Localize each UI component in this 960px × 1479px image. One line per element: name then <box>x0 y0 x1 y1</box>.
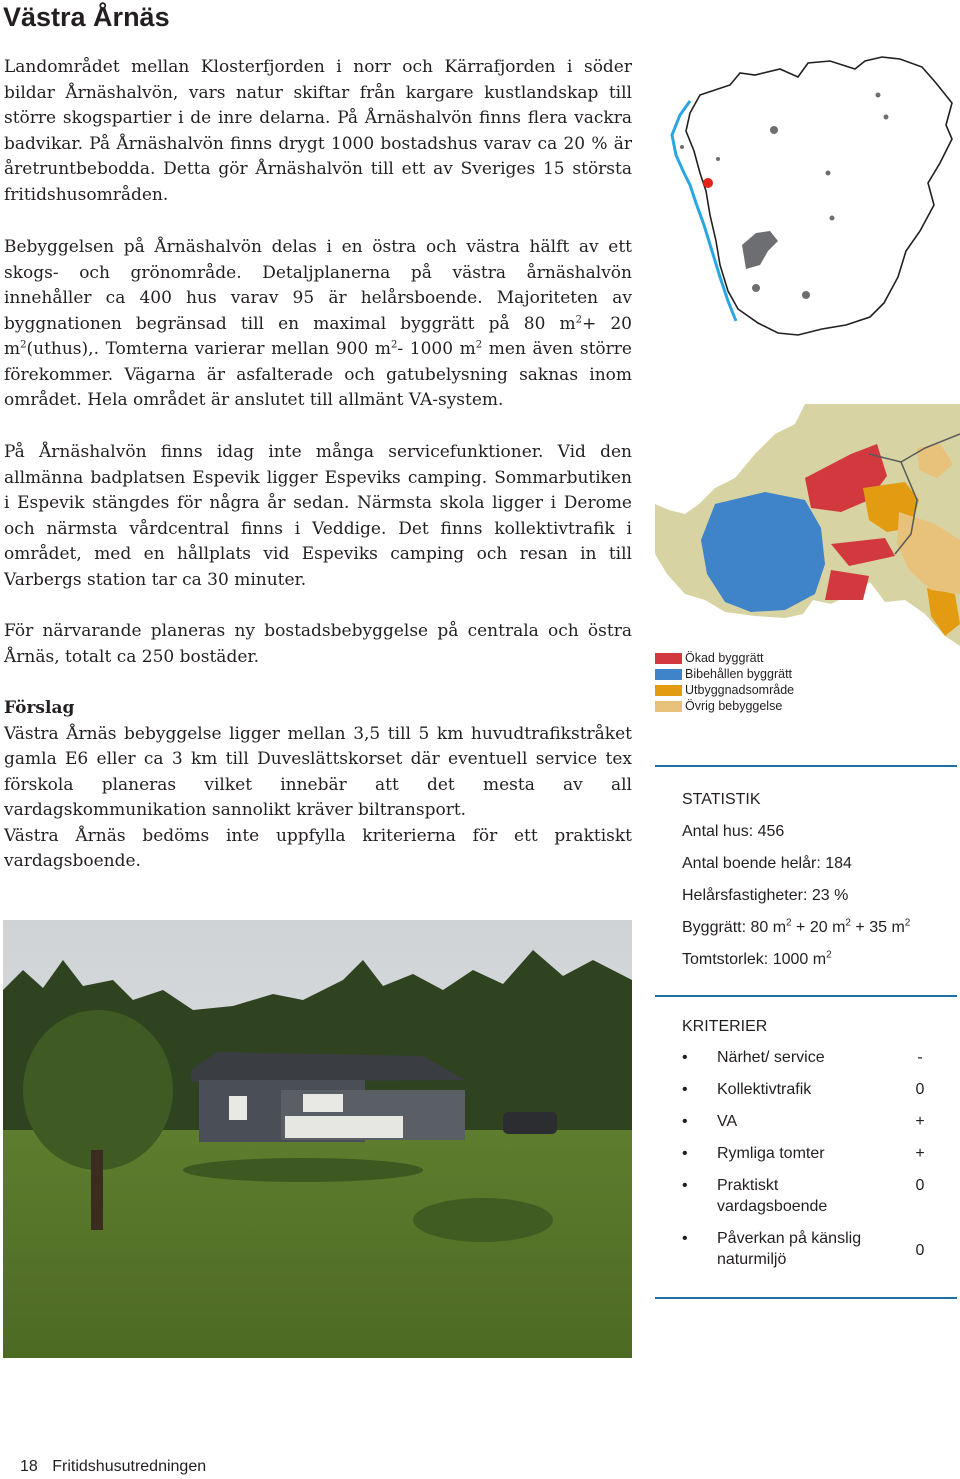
bullet-icon: • <box>682 1145 688 1162</box>
legend-item-utbyggnad <box>655 682 794 698</box>
planning-paragraph <box>4 619 632 670</box>
statistics-heading: STATISTIK <box>682 791 761 808</box>
paragraph-development: Bebyggelsen på Årnäshalvön delas i en östra och västra hälft av ett skogs- och grönområde. Detaljplanerna på västra årnäshalvön innehåller ca 400 hus varav 95 är helårsboende. Majoriteten av byggnationen begränsad till en maximal byggrätt på 80 $m^2+ 20$ $m^2(uthus)$,. Tomterna varierar mellan 900 $m^2-$ 1000 $m^2$ men även större förekommer. Vägarna är asfalterade och gatubelysning saknas inom området. Hela området är anslutet till allmänt VA-system. <box>4 237 632 410</box>
legend-swatch <box>655 685 682 696</box>
place-dot <box>876 93 881 98</box>
car <box>503 1112 557 1134</box>
tree-trunk <box>91 1150 103 1230</box>
criteria-item <box>682 1175 942 1217</box>
porch-railing <box>285 1116 403 1138</box>
bullet-icon: • <box>682 1177 688 1194</box>
stat-antal-hus: Antal hus: 456 <box>682 823 785 840</box>
page-title: Västra Årnäs <box>3 2 170 32</box>
place-dot <box>802 291 810 299</box>
location-marker <box>703 178 713 188</box>
stat-byggratt: Byggrätt: 80 $m^2 + 20$ $m^2 + 35$ $m^2$ <box>682 917 911 936</box>
proposal-heading: Förslag <box>4 698 75 718</box>
criteria-label: Praktiskt vardagsboende <box>717 1177 828 1215</box>
legend-item-ovrig <box>655 698 794 714</box>
legend-item-bibehallen <box>655 666 794 682</box>
place-dot <box>752 284 760 292</box>
window <box>229 1096 247 1120</box>
statistics-box <box>682 788 910 980</box>
shrub <box>413 1198 553 1242</box>
divider-line <box>655 1297 957 1299</box>
proposal-text <box>4 696 632 875</box>
place-dot <box>826 171 831 176</box>
criteria-box <box>682 1015 942 1281</box>
criteria-label: Kollektivtrafik <box>717 1081 812 1098</box>
legend-swatch <box>655 653 682 664</box>
criteria-value: 0 <box>915 1242 925 1259</box>
legend-label: Ökad byggrätt <box>685 651 764 665</box>
stat-helarsfastigheter: Helårsfastigheter: 23 % <box>682 887 849 904</box>
proposal-paragraph-a: Västra Årnäs bebyggelse ligger mellan 3,5 till 5 km huvudtrafikstråket gamla E6 eller ca 3 km till Duveslättskorset där eventuell service tex förskola planeras vilket innebär att det mesta av all vardagskommunikation sannolikt kräver biltransport. <box>4 723 632 820</box>
criteria-item <box>682 1228 942 1270</box>
legend-label: Övrig bebyggelse <box>685 699 783 713</box>
criteria-value: - <box>917 1049 923 1066</box>
place-dot <box>770 126 778 134</box>
criteria-item <box>682 1143 942 1164</box>
proposal-section <box>4 696 632 875</box>
legend-label: Bibehållen byggrätt <box>685 667 793 681</box>
paragraph-planning: För närvarande planeras ny bostadsbebyggelse på centrala och östra Årnäs, totalt ca 250 bostäder. <box>4 621 632 667</box>
bullet-icon: • <box>682 1230 688 1247</box>
criteria-item <box>682 1047 942 1068</box>
criteria-label: Påverkan på känslig naturmiljö <box>717 1230 862 1268</box>
bullet-icon: • <box>682 1081 688 1098</box>
house-photo <box>3 920 632 1358</box>
criteria-item <box>682 1079 942 1100</box>
development-paragraph <box>4 235 632 414</box>
bullet-icon: • <box>682 1049 688 1066</box>
divider-line <box>655 995 957 997</box>
legend-label: Utbyggnadsområde <box>685 683 795 697</box>
criteria-label: Närhet/ service <box>717 1049 825 1066</box>
criteria-value: + <box>915 1145 925 1162</box>
map-legend <box>655 650 794 714</box>
place-dot <box>716 157 720 161</box>
intro-paragraph <box>4 55 632 208</box>
place-dot <box>830 216 835 221</box>
divider-line <box>655 765 957 767</box>
legend-swatch <box>655 701 682 712</box>
criteria-value: 0 <box>915 1177 925 1194</box>
shrub <box>183 1158 423 1182</box>
place-dot <box>680 145 684 149</box>
criteria-value: 0 <box>915 1081 925 1098</box>
window <box>303 1094 343 1112</box>
page-footer <box>20 1458 216 1476</box>
criteria-heading: KRITERIER <box>682 1018 768 1035</box>
overview-map <box>660 55 960 355</box>
paragraph-landscape: Landområdet mellan Klosterfjorden i norr och Kärrafjorden i söder bildar Årnäshalvön, vars natur skiftar från kargare kustlandskap till större skogspartier i de inre delarna. På Årnäshalvön finns flera vackra badvikar. På Årnäshalvön finns drygt 1000 bostadshus varav ca 20 % är åretruntbebodda. Detta gör Årnäshalvön till ett av Sveriges 15 största fritidshusområden. <box>4 57 632 205</box>
proposal-paragraph-b: Västra Årnäs bedöms inte uppfylla kriterierna för ett praktiskt vardagsboende. <box>4 825 632 871</box>
criteria-value: + <box>915 1113 925 1130</box>
criteria-label: VA <box>717 1113 738 1130</box>
legend-item-okad <box>655 650 794 666</box>
publication-title: Fritidshusutredningen <box>52 1458 207 1475</box>
bullet-icon: • <box>682 1113 688 1130</box>
detail-map <box>655 404 960 646</box>
stat-tomtstorlek: Tomtstorlek: 1000 $m^2$ <box>682 949 832 968</box>
legend-swatch <box>655 669 682 680</box>
place-dot <box>884 115 889 120</box>
service-paragraph <box>4 440 632 593</box>
paragraph-service: På Årnäshalvön finns idag inte många servicefunktioner. Vid den allmänna badplatsen Espevik ligger Espeviks camping. Sommarbutiken i Espevik stängdes för några år sedan. Närmsta skola ligger i Derome och närmsta vårdcentral finns i Veddige. Det finns kollektivtrafik i området, med en hållplats vid Espeviks camping och resan in till Varbergs station tar ca 30 minuter. <box>4 442 632 590</box>
tree <box>23 1010 173 1170</box>
criteria-label: Rymliga tomter <box>717 1145 825 1162</box>
criteria-item <box>682 1111 942 1132</box>
page-number: 18 <box>20 1458 38 1475</box>
stat-antal-boende: Antal boende helår: 184 <box>682 855 852 872</box>
